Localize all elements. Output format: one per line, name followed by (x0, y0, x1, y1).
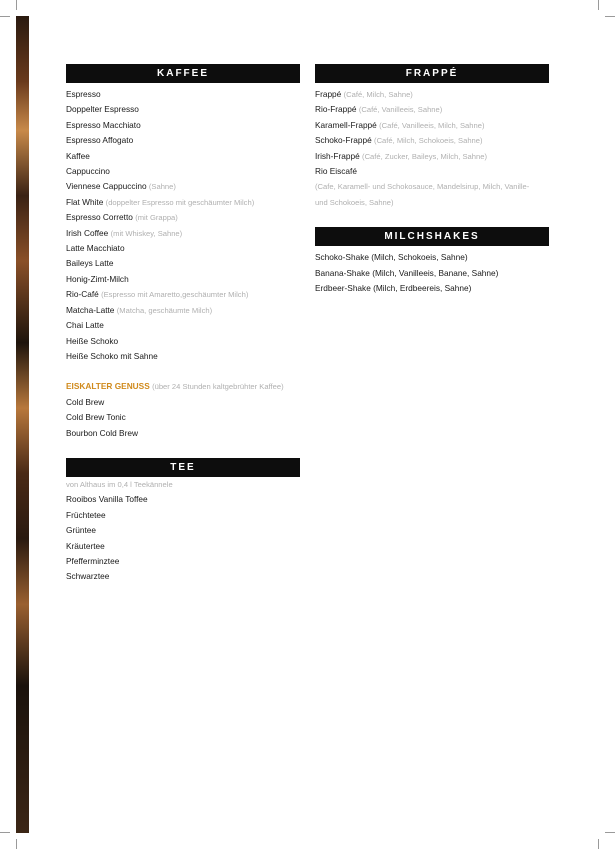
kaffee-heading: KAFFEE (66, 64, 300, 83)
menu-item: Espresso (66, 89, 101, 99)
item-note: (Café, Milch, Sahne) (343, 90, 413, 99)
crop-mark (605, 16, 615, 17)
eiscafe-note: (Cafe, Karamell- und Schokosauce, Mandelsirup, Milch, Vanille- und Schokoeis, Sahne) (315, 182, 530, 207)
menu-item: Cold Brew Tonic (66, 412, 126, 423)
menu-item: Heiße Schoko mit Sahne (66, 350, 158, 361)
menu-item: Flat White (doppelter Espresso mit geschäumter Milch) (66, 196, 255, 207)
item-note: (Café, Vanilleeis, Milch, Sahne) (379, 120, 485, 130)
menu-item: Cappuccino (66, 166, 110, 177)
crop-mark (598, 0, 599, 10)
crop-mark (16, 0, 17, 10)
frappe-heading: FRAPPÉ (315, 64, 549, 83)
menu-item: Latte Macchiato (66, 243, 125, 254)
menu-item: Cold Brew (66, 396, 105, 407)
menu-item: Erdbeer-Shake (Milch, Erdbeereis, Sahne) (315, 283, 472, 294)
menu-item: Espresso Corretto (mit Grappa) (66, 212, 178, 223)
menu-item: Kräutertee (66, 540, 105, 551)
menu-item: Pfefferminztee (66, 555, 120, 566)
menu-item: Irish Coffee (mit Whiskey, Sahne) (66, 227, 183, 238)
item-note: (Café, Zucker, Baileys, Milch, Sahne) (362, 151, 487, 161)
milchshakes-list (315, 250, 549, 296)
crop-mark (16, 839, 17, 849)
crop-mark (598, 839, 599, 849)
menu-item: Bourbon Cold Brew (66, 427, 138, 438)
menu-item: Frappé (Café, Milch, Sahne) (315, 89, 413, 99)
menu-item: Kaffee (66, 150, 90, 161)
item-note: (mit Whiskey, Sahne) (110, 228, 183, 238)
crop-mark (605, 832, 615, 833)
eiskalt-note: (über 24 Stunden kaltgebrühter Kaffee) (152, 382, 284, 392)
menu-item: Karamell-Frappé (Café, Vanilleeis, Milch, Sahne) (315, 119, 485, 130)
menu-item: Schoko-Frappé (Café, Milch, Schokoeis, Sahne) (315, 135, 483, 146)
menu-item: Espresso Macchiato (66, 119, 141, 130)
crop-mark (0, 16, 10, 17)
crop-mark (0, 832, 10, 833)
menu-item: Honig-Zimt-Milch (66, 273, 129, 284)
menu-item: Früchtetee (66, 509, 106, 520)
eiskalt-heading: EISKALTER GENUSS (über 24 Stunden kaltgebrühter Kaffee) (66, 381, 284, 392)
menu-item: Rio-Frappé (Café, Vanilleeis, Sahne) (315, 104, 443, 115)
menu-item: Schwarztee (66, 571, 110, 582)
item-note: (Sahne) (148, 182, 176, 192)
menu-item: Viennese Cappuccino (Sahne) (66, 181, 176, 192)
coffee-photo-strip (16, 16, 29, 833)
menu-item: Banana-Shake (Milch, Vanilleeis, Banane, Sahne) (315, 267, 499, 278)
menu-item: Espresso Affogato (66, 135, 134, 146)
menu-item: Rio Eiscafé (315, 166, 357, 177)
item-note: (Espresso mit Amaretto,geschäumter Milch) (101, 290, 249, 300)
left-column (66, 64, 300, 585)
kaffee-list (66, 87, 300, 364)
item-note: (Café, Vanilleeis, Sahne) (358, 105, 443, 115)
right-column (315, 64, 549, 296)
menu-item: Matcha-Latte (Matcha, geschäumte Milch) (66, 304, 213, 315)
item-note: (Matcha, geschäumte Milch) (116, 305, 213, 315)
menu-item: Rooibos Vanilla Toffee (66, 494, 148, 505)
item-note: (Café, Milch, Schokoeis, Sahne) (374, 136, 483, 146)
menu-item: Rio-Café (Espresso mit Amaretto,geschäumter Milch) (66, 289, 249, 300)
menu-item: Schoko-Shake (Milch, Schokoeis, Sahne) (315, 252, 468, 263)
tee-heading: TEE (66, 458, 300, 477)
menu-item: Doppelter Espresso (66, 104, 139, 115)
tee-list (66, 492, 300, 584)
menu-item: Irish-Frappé (Café, Zucker, Baileys, Milch, Sahne) (315, 150, 487, 161)
item-note: (mit Grappa) (135, 213, 178, 223)
menu-item: Grüntee (66, 525, 96, 536)
tee-note: von Althaus im 0,4 l Teekännele (66, 479, 173, 489)
menu-item: Heiße Schoko (66, 335, 119, 346)
menu-item: Chai Latte (66, 320, 104, 331)
frappe-list (315, 87, 549, 179)
item-note: (doppelter Espresso mit geschäumter Milch) (105, 197, 255, 207)
eiskalt-list (66, 379, 300, 441)
milchshakes-heading: MILCHSHAKES (315, 227, 549, 246)
menu-item: Baileys Latte (66, 258, 114, 269)
